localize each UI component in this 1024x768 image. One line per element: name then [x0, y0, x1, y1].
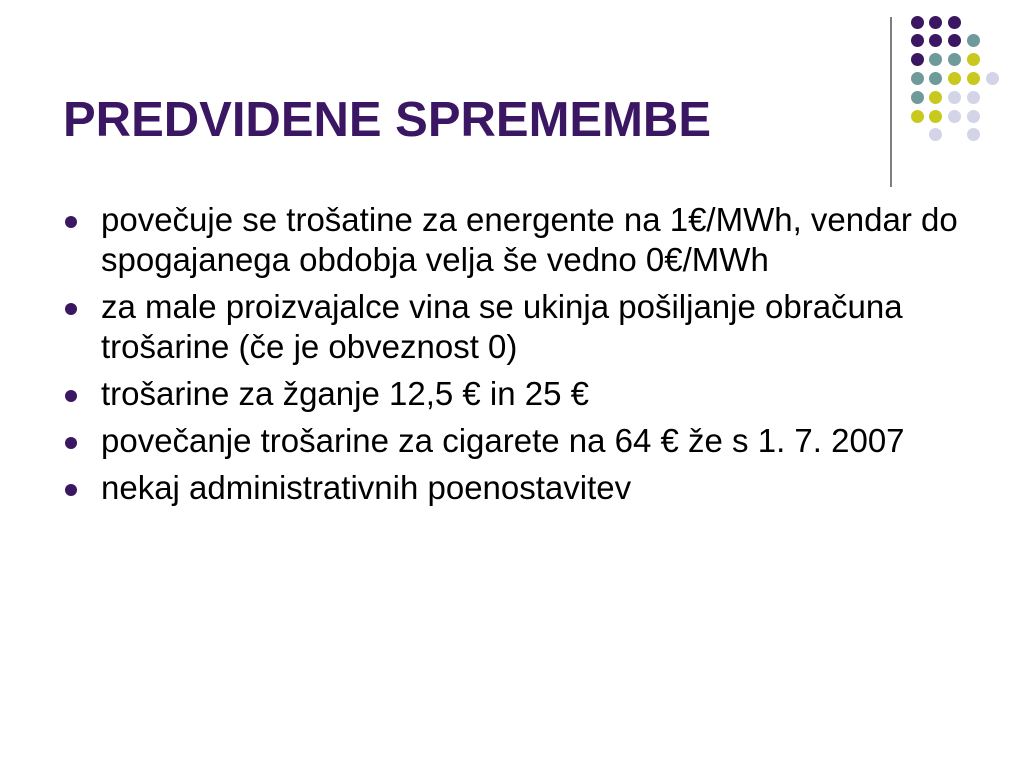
- decorative-dot-purple: [929, 16, 942, 29]
- bullet-text: povečanje trošarine za cigarete na 64 € že s 1. 7. 2007: [101, 422, 905, 459]
- decorative-dot-teal: [929, 53, 942, 66]
- bullet-item: [63, 468, 963, 508]
- decorative-dot-purple: [929, 34, 942, 47]
- decorative-dot-lime: [948, 72, 961, 85]
- bullet-item: [63, 287, 963, 367]
- bullet-dot-icon: [65, 484, 77, 496]
- bullet-dot-icon: [65, 390, 77, 402]
- decorative-dot-lavender: [967, 128, 980, 141]
- title-divider-line: [890, 17, 892, 187]
- bullet-text: trošarine za žganje 12,5 € in 25 €: [101, 375, 589, 412]
- bullet-dot-icon: [65, 216, 77, 228]
- bullet-item: [63, 200, 963, 280]
- decorative-dot-teal: [929, 72, 942, 85]
- decorative-dot-purple: [948, 34, 961, 47]
- bullet-item: [63, 421, 963, 461]
- bullet-text: nekaj administrativnih poenostavitev: [101, 469, 632, 506]
- decorative-dot-lavender: [986, 72, 999, 85]
- decorative-dot-purple: [948, 16, 961, 29]
- decorative-dot-lavender: [948, 110, 961, 123]
- decorative-dot-lime: [911, 110, 924, 123]
- bullet-item: [63, 374, 963, 414]
- decorative-dot-lavender: [967, 91, 980, 104]
- decorative-dot-teal: [911, 91, 924, 104]
- slide-title: PREDVIDENE SPREMEMBE: [63, 93, 712, 147]
- decorative-dot-purple: [911, 16, 924, 29]
- bullet-text: povečuje se trošatine za energente na 1€/MWh, vendar do spogajanega obdobja velja še vedno 0€/MWh: [101, 201, 958, 278]
- decorative-dot-purple: [911, 34, 924, 47]
- bullet-text: za male proizvajalce vina se ukinja pošiljanje obračuna trošarine (če je obveznost 0): [101, 288, 903, 365]
- decorative-dot-teal: [967, 34, 980, 47]
- bullet-dot-icon: [65, 303, 77, 315]
- decorative-dot-purple: [911, 53, 924, 66]
- decorative-dot-lime: [929, 110, 942, 123]
- decorative-dot-lime: [967, 72, 980, 85]
- decorative-dot-teal: [911, 72, 924, 85]
- decorative-dot-teal: [948, 53, 961, 66]
- bullet-dot-icon: [65, 437, 77, 449]
- decorative-dot-lime: [929, 91, 942, 104]
- decorative-dot-lavender: [929, 128, 942, 141]
- decorative-dot-lavender: [948, 91, 961, 104]
- decorative-dot-lavender: [967, 110, 980, 123]
- decorative-dot-lime: [967, 53, 980, 66]
- bullet-list: [63, 200, 963, 515]
